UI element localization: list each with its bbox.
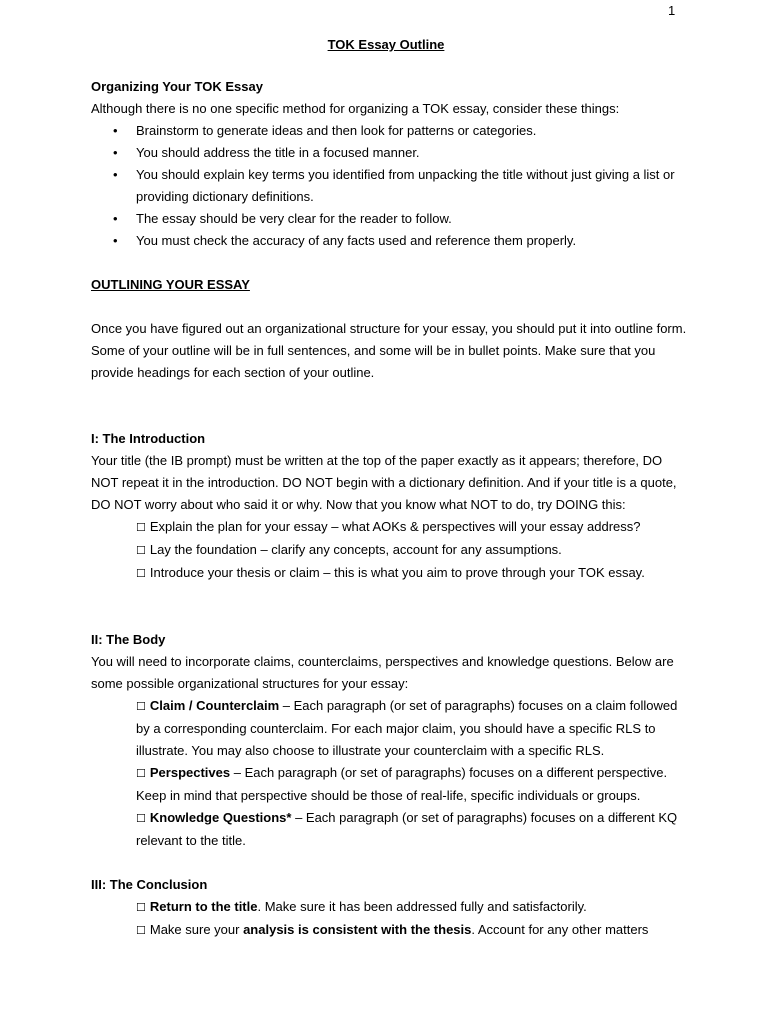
- checkbox-square-icon: ☐: [136, 701, 146, 713]
- body-heading: II: The Body: [91, 632, 166, 647]
- list-item: • The essay should be very clear for the reader to follow.: [91, 208, 691, 230]
- introduction-heading: I: The Introduction: [91, 431, 206, 446]
- checkbox-square-icon: ☐: [136, 545, 146, 557]
- checkbox-square-icon: ☐: [136, 813, 146, 825]
- list-item: ☐ Introduce your thesis or claim – this is what you aim to prove through your TOK essay.: [136, 565, 645, 580]
- outlining-text: Once you have figured out an organizational structure for your essay, you should put it into outline form. Some of your outline will be in full sentences, and some will be in bullet points. Make sure that you provide headings for each section of your outline.: [91, 321, 687, 380]
- conclusion-heading: III: The Conclusion: [91, 877, 208, 892]
- checkbox-square-icon: ☐: [136, 768, 146, 780]
- list-item: ☐ Explain the plan for your essay – what AOKs & perspectives will your essay address?: [136, 519, 641, 534]
- checkbox-square-icon: ☐: [136, 568, 146, 580]
- organizing-heading: Organizing Your TOK Essay: [91, 79, 263, 94]
- checkbox-square-icon: ☐: [136, 925, 146, 937]
- introduction-text: Your title (the IB prompt) must be written at the top of the paper exactly as it appears; therefore, DO NOT repeat it in the introduction. DO NOT begin with a dictionary definition. And if your title is a quote, DO NOT worry about who said it or why. Now that you know what NOT to do, try DOING this:: [91, 453, 677, 512]
- list-item: • You must check the accuracy of any facts used and reference them properly.: [91, 230, 691, 252]
- body-text: You will need to incorporate claims, counterclaims, perspectives and knowledge questions. Below are some possible organizational structures for your essay:: [91, 654, 674, 691]
- document-content: [91, 34, 691, 942]
- page-number: 1: [668, 3, 676, 18]
- outlining-heading: OUTLINING YOUR ESSAY: [91, 277, 250, 292]
- organizing-bullet-list: [91, 120, 691, 252]
- list-item: • You should explain key terms you identified from unpacking the title without just giving a list or providing dictionary definitions.: [91, 164, 691, 208]
- list-item: ☐ Knowledge Questions* – Each paragraph (or set of paragraphs) focuses on a different KQ relevant to the title.: [136, 810, 678, 848]
- document-title: TOK Essay Outline: [327, 37, 445, 52]
- list-item: ☐ Make sure your analysis is consistent with the thesis. Account for any other matters: [136, 922, 649, 937]
- organizing-intro: Although there is no one specific method for organizing a TOK essay, consider these things:: [91, 101, 620, 116]
- list-item: • Brainstorm to generate ideas and then look for patterns or categories.: [91, 120, 691, 142]
- list-item: ☐ Return to the title. Make sure it has been addressed fully and satisfactorily.: [136, 899, 587, 914]
- list-item: • You should address the title in a focused manner.: [91, 142, 691, 164]
- list-item: ☐ Perspectives – Each paragraph (or set of paragraphs) focuses on a different perspective. Keep in mind that perspective should be those of real-life, specific individuals or groups.: [136, 765, 668, 803]
- list-item: ☐ Lay the foundation – clarify any concepts, account for any assumptions.: [136, 542, 562, 557]
- list-item: ☐ Claim / Counterclaim – Each paragraph (or set of paragraphs) focuses on a claim followed by a corresponding counterclaim. For each major claim, you should have a specific RLS to illustrate. You may also choose to illustrate your counterclaim with a specific RLS.: [136, 698, 678, 758]
- checkbox-square-icon: ☐: [136, 902, 146, 914]
- checkbox-square-icon: ☐: [136, 522, 146, 534]
